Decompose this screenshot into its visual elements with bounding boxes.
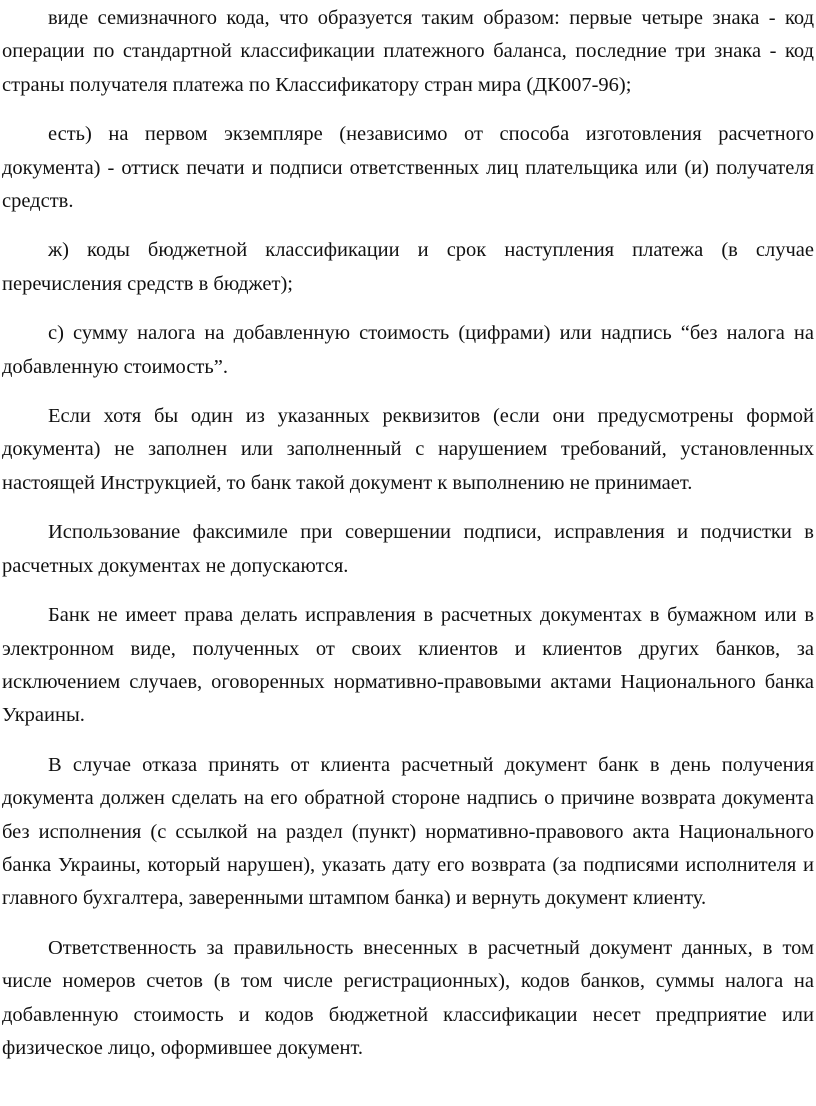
paragraph-seven-digit-code: виде семизначного кода, что образуется таким образом: первые четыре знака - код операции по стандартной классификации платежного баланса, последние три знака - код страны получателя платежа по Классификатору стран мира (ДК007-96); <box>2 7 814 96</box>
paragraph-missing-requisites: Если хотя бы один из указанных реквизитов (если они предусмотрены формой документа) не заполнен или заполненный с нарушением требований, установленных настоящей Инструкцией, то банк такой документ к выполнению не принимает. <box>2 405 814 494</box>
paragraph-bank-corrections: Банк не имеет права делать исправления в расчетных документах в бумажном или в электронном виде, полученных от своих клиентов и клиентов других банков, за исключением случаев, оговоренных нормативно-правовыми актами Национального банка Украины. <box>2 604 814 727</box>
paragraph-responsibility: Ответственность за правильность внесенных в расчетный документ данных, в том числе номеров счетов (в том числе регистрационных), кодов банков, суммы налога на добавленную стоимость и кодов бюджетной классификации несет предприятие или физическое лицо, оформившее документ. <box>2 936 814 1059</box>
paragraph-budget-codes: ж) коды бюджетной классификации и срок наступления платежа (в случае перечисления средств в бюджет); <box>2 239 814 295</box>
paragraph-refusal-procedure: В случае отказа принять от клиента расчетный документ банк в день получения документа должен сделать на его обратной стороне надпись о причине возврата документа без исполнения (с ссылкой на раздел (пункт) нормативно-правового акта Национального банка Украины, который нарушен), указать дату его возврата (за подписями исполнителя и главного бухгалтера, заверенными штампом банка) и вернуть документ клиенту. <box>2 753 814 910</box>
paragraph-stamp-signatures: есть) на первом экземпляре (независимо от способа изготовления расчетного документа) - оттиск печати и подписи ответственных лиц плательщика или (и) получателя средств. <box>2 123 814 213</box>
paragraph-vat-amount: с) сумму налога на добавленную стоимость (цифрами) или надпись “без налога на добавленную стоимость”. <box>2 322 814 378</box>
paragraph-facsimile: Использование факсимиле при совершении подписи, исправления и подчистки в расчетных документах не допускаются. <box>2 521 814 577</box>
